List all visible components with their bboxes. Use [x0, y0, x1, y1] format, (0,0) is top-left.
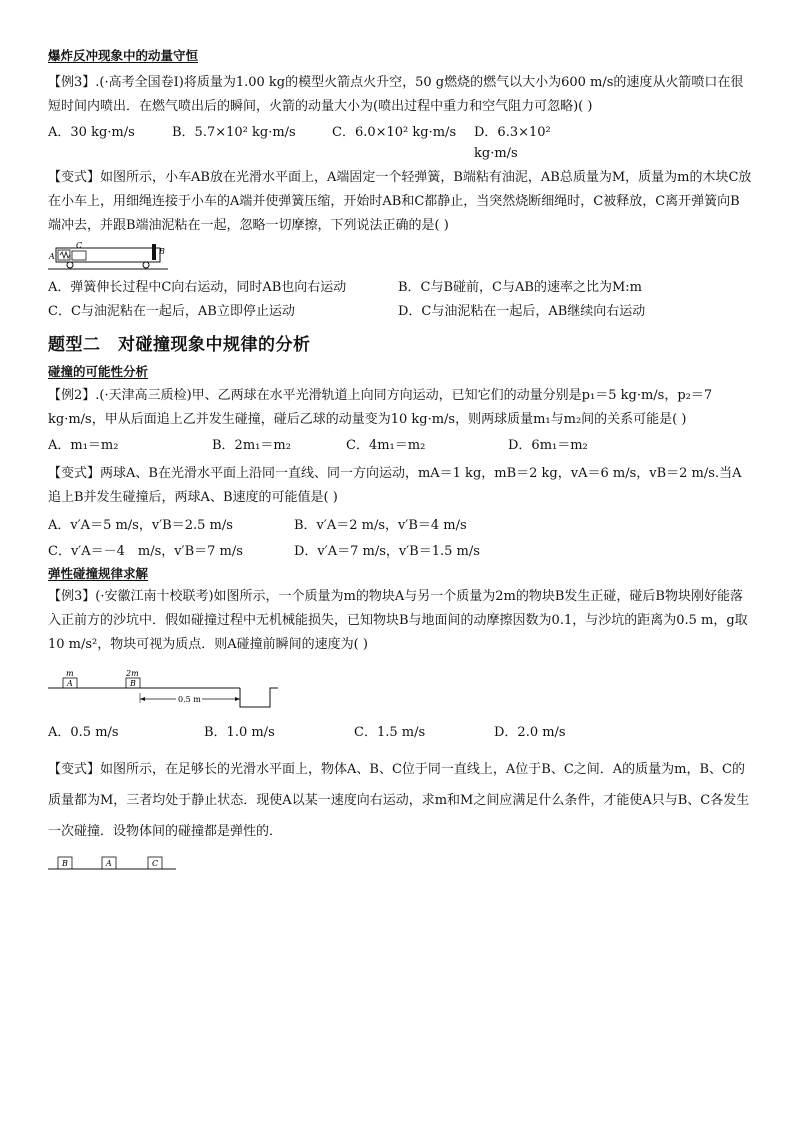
- option-b: B．2m₁＝m₂: [212, 437, 291, 453]
- label-c: C: [76, 241, 83, 250]
- option-d: D．v′A＝7 m/s，v′B＝1.5 m/s: [294, 543, 480, 559]
- options-example3-sandpit: [48, 723, 752, 743]
- label-mass-2m: 2m: [126, 669, 139, 679]
- options-variant-cart-row1: [48, 278, 752, 298]
- document-page: [48, 46, 752, 875]
- figure-cart-spring: [48, 242, 168, 276]
- label-a: A: [67, 679, 73, 689]
- option-b: B．v′A＝2 m/s，v′B＝4 m/s: [294, 517, 467, 533]
- figure-sandpit: [48, 669, 278, 713]
- option-d: D．6.3×10² kg·m/s: [474, 125, 551, 161]
- options-example3-rocket: [48, 123, 752, 163]
- label-b: B: [62, 858, 68, 868]
- cart-body: [56, 248, 160, 262]
- section-heading-collision: 题型二 对碰撞现象中规律的分析: [48, 334, 311, 355]
- option-c: C．4m₁＝m₂: [346, 437, 426, 453]
- question-example3-rocket: 【例3】.(·高考全国卷Ⅰ)将质量为1.00 kg的模型火箭点火升空，50 g燃烧的燃气以大小为600 m/s的速度从火箭喷口在很短时间内喷出．在燃气喷出后的瞬间，火箭的动量大小为(喷出过程中重力和空气阻力可忽略)( ): [48, 75, 744, 115]
- question-variant-abc: 【变式】如图所示，在足够长的光滑水平面上，物体A、B、C位于同一直线上，A位于B、C之间．A的质量为m，B、C的质量都为M，三者均处于静止状态．现使A以某一速度向右运动，求m和M之间应满足什么条件，才能使A只与B、C各发生一次碰撞．设物体间的碰撞都是弹性的．: [48, 761, 750, 839]
- subheading-collision-possibility: 碰撞的可能性分析: [48, 364, 149, 380]
- option-d: D．C与油泥粘在一起后，AB继续向右运动: [398, 303, 646, 319]
- label-a: A: [49, 251, 55, 261]
- options-example2-balls: [48, 436, 752, 456]
- question-variant-cart: 【变式】如图所示，小车AB放在光滑水平面上，A端固定一个轻弹簧，B端粘有油泥，AB总质量为M，质量为m的木块C放在小车上，用细绳连接于小车的A端并使弹簧压缩，开始时AB和C都静止，当突然烧断细绳时，C被释放，C离开弹簧向B端冲去，并跟B端油泥粘在一起，忽略一切摩擦，下列说法正确的是( ): [48, 169, 752, 233]
- label-a: A: [106, 858, 112, 868]
- label-c: C: [152, 858, 159, 868]
- wheel-right: [143, 262, 149, 268]
- options-variant-ab-row1: [48, 516, 752, 536]
- option-b: B．5.7×10² kg·m/s: [172, 125, 296, 141]
- subheading-explosion: 爆炸反冲现象中的动量守恒: [48, 48, 199, 63]
- block-c: [72, 251, 86, 260]
- option-c: C．C与油泥粘在一起后，AB立即停止运动: [48, 303, 295, 319]
- options-variant-cart-row2: [48, 302, 752, 322]
- label-distance: 0.5 m: [178, 695, 201, 705]
- option-a: A．0.5 m/s: [48, 725, 119, 741]
- option-d: D．6m₁＝m₂: [508, 437, 588, 453]
- option-a: A．m₁＝m₂: [48, 437, 119, 453]
- option-c: C．v′A＝－4 m/s，v′B＝7 m/s: [48, 543, 243, 559]
- option-d: D．2.0 m/s: [494, 725, 566, 741]
- sand-pit: [240, 688, 278, 707]
- option-a: A．30 kg·m/s: [48, 125, 135, 141]
- spring-icon: [60, 252, 70, 258]
- figure-abc-blocks: [48, 853, 178, 875]
- options-variant-ab-row2: [48, 542, 752, 562]
- question-example3-sandpit: 【例3】(·安徽江南十校联考)如图所示，一个质量为m的物块A与另一个质量为2m的物块B发生正碰，碰后B物块刚好能落入正前方的沙坑中．假如碰撞过程中无机械能损失，已知物块B与地面间的动摩擦因数为0.1，与沙坑的距离为0.5 m，g取10 m/s²，物块可视为质点．则A碰撞前瞬间的速度为( ): [48, 589, 748, 653]
- option-b: B．C与B碰前，C与AB的速率之比为M:m: [398, 279, 642, 295]
- option-b: B．1.0 m/s: [204, 725, 275, 741]
- option-c: C．6.0×10² kg·m/s: [332, 125, 457, 141]
- question-example2-balls: 【例2】.(·天津高三质检)甲、乙两球在水平光滑轨道上向同方向运动，已知它们的动量分别是p₁＝5 kg·m/s，p₂＝7 kg·m/s，甲从后面追上乙并发生碰撞，碰后乙球的动量变为10 kg·m/s，则两球质量m₁与m₂间的关系可能是( ): [48, 387, 713, 427]
- oil-clay-b: [152, 244, 156, 260]
- question-variant-ab-balls: 【变式】两球A、B在光滑水平面上沿同一直线、同一方向运动，mA＝1 kg，mB＝2 kg，vA＝6 m/s，vB＝2 m/s.当A追上B并发生碰撞后，两球A、B速度的可能值是( ): [48, 465, 742, 505]
- label-b: B: [130, 679, 136, 689]
- wheel-left: [67, 262, 73, 268]
- option-a: A．弹簧伸长过程中C向右运动，同时AB也向右运动: [48, 279, 347, 295]
- option-c: C．1.5 m/s: [354, 725, 426, 741]
- subheading-elastic-collision: 弹性碰撞规律求解: [48, 566, 149, 582]
- option-a: A．v′A＝5 m/s，v′B＝2.5 m/s: [48, 517, 233, 533]
- label-mass-m: m: [66, 669, 74, 679]
- label-b: B: [159, 246, 165, 256]
